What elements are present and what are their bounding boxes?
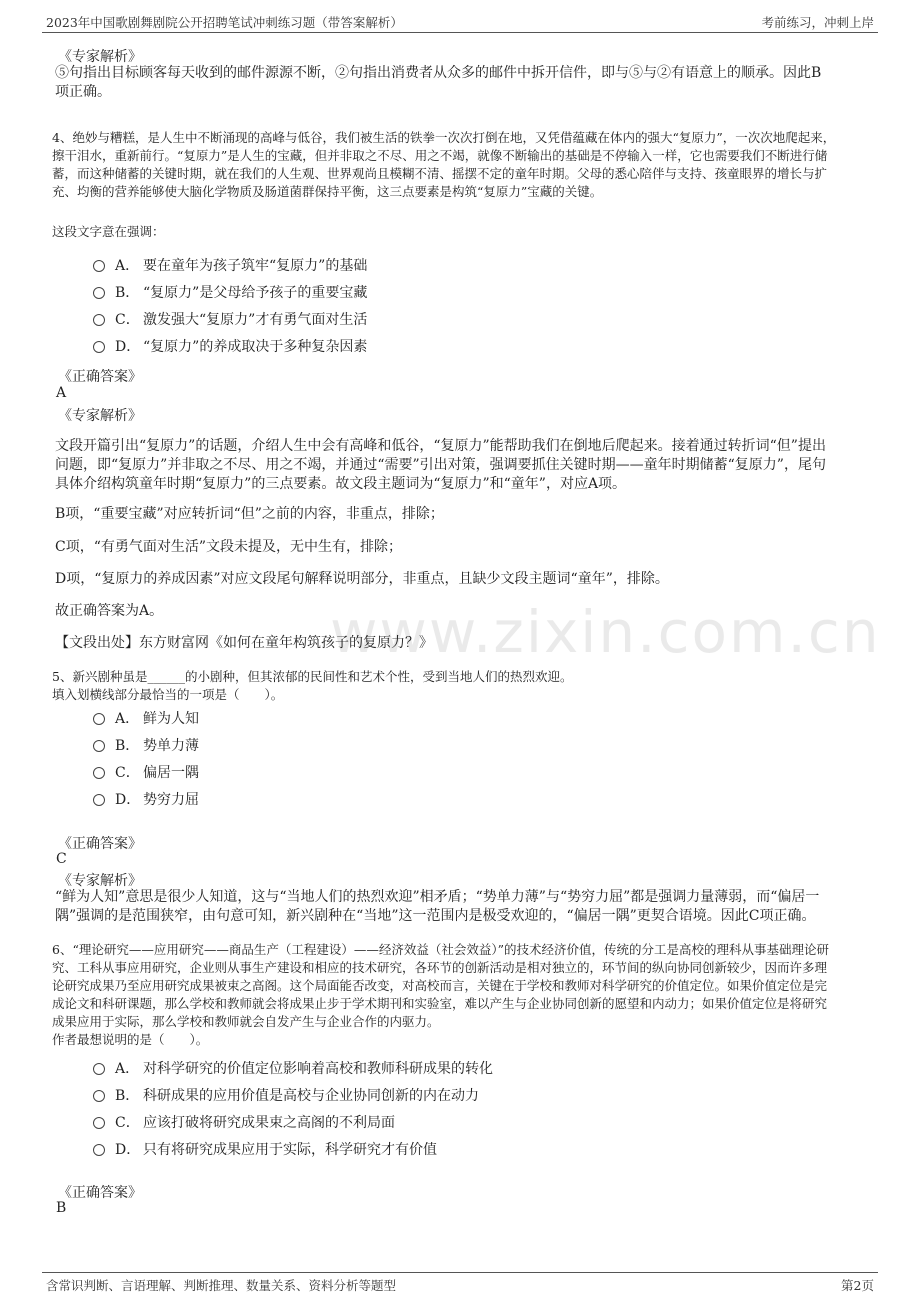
radio-button[interactable] — [93, 1144, 105, 1156]
radio-button[interactable] — [93, 713, 105, 725]
q5-expert-label: 《专家解析》 — [58, 873, 142, 889]
q6-answer-value: B — [56, 1200, 67, 1216]
q5-option-c[interactable] — [93, 763, 393, 783]
q6-option-c[interactable] — [93, 1113, 693, 1133]
stem-line: 填入划横线部分最恰当的一项是（ ）。 — [52, 687, 284, 702]
option-text: 鲜为人知 — [143, 711, 199, 727]
question-5-stem — [52, 668, 572, 704]
q6-option-a[interactable] — [93, 1059, 693, 1079]
option-letter: C． — [115, 1115, 140, 1131]
option-letter: D． — [115, 792, 141, 808]
q4-option-b[interactable] — [93, 283, 593, 303]
option-letter: C． — [115, 312, 140, 328]
analysis-line: 项正确。 — [55, 84, 111, 100]
stem-line: 论研究成果乃至应用研究成果被束之高阁。这个局面能否改变，对高校而言，关键在于学校和教师对科学研究的价值定位。如果价值定位是完 — [52, 978, 828, 993]
q6-answer-label: 《正确答案》 — [58, 1185, 142, 1201]
q4-answer-value: A — [56, 385, 67, 401]
option-text: 偏居一隅 — [143, 765, 199, 781]
q6-option-b[interactable] — [93, 1086, 693, 1106]
stem-line: 蓄，而这种储蓄的关键时期，就在我们的人生观、世界观尚且模糊不清、摇摆不定的童年时期。父母的悉心陪伴与支持、孩童眼界的增长与扩 — [52, 166, 828, 181]
question-4-stem — [52, 129, 835, 201]
stem-line: 6、“理论研究——应用研究——商品生产（工程建设）——经济效益（社会效益）”的技术经济价值，传统的分工是高校的理科从事基础理论研 — [52, 942, 829, 957]
q4-option-c[interactable] — [93, 310, 593, 330]
watermark: www.zixin.com.cn — [330, 598, 881, 666]
prev-expert-label: 《专家解析》 — [58, 49, 142, 65]
q5-analysis — [55, 888, 875, 926]
option-letter: B． — [115, 738, 140, 754]
radio-button[interactable] — [93, 341, 105, 353]
radio-button[interactable] — [93, 1063, 105, 1075]
radio-button[interactable] — [93, 1117, 105, 1129]
q4-analysis-c: C项，“有勇气面对生活”文段未提及，无中生有，排除； — [55, 539, 403, 555]
option-letter: B． — [115, 285, 140, 301]
q4-analysis-conclusion: 故正确答案为A。 — [55, 603, 164, 619]
option-letter: A． — [115, 258, 140, 274]
option-text: 对科学研究的价值定位影响着高校和教师科研成果的转化 — [143, 1061, 493, 1077]
stem-line: 成论文和科研课题，那么学校和教师就会将成果止步于学术期刊和实验室，难以产生与企业协同创新的愿望和内动力；如果价值定位是将研究 — [52, 996, 828, 1011]
q6-option-d[interactable] — [93, 1140, 693, 1160]
radio-button[interactable] — [93, 794, 105, 806]
footer-description: 含常识判断、言语理解、判断推理、数量关系、资料分析等题型 — [46, 1278, 397, 1293]
option-letter: A． — [115, 1061, 140, 1077]
q4-source: 【文段出处】东方财富网《如何在童年构筑孩子的复原力？》 — [55, 635, 433, 651]
q4-analysis-b: B项，“重要宝藏”对应转折词“但”之前的内容，非重点，排除； — [55, 506, 444, 522]
q4-analysis-d: D项，“复原力的养成因素”对应文段尾句解释说明部分，非重点，且缺少文段主题词“童年”，排除。 — [55, 571, 669, 587]
stem-line: 擦干泪水，重新前行。“复原力”是人生的宝藏，但并非取之不尽、用之不竭，就像不断输出的基础是不停输入一样，它也需要我们不断进行储 — [52, 148, 828, 163]
radio-button[interactable] — [93, 314, 105, 326]
option-text: “复原力”的养成取决于多种复杂因素 — [143, 339, 368, 355]
option-letter: C． — [115, 765, 140, 781]
stem-line: 究、工科从事应用研究，企业则从事生产建设和相应的技术研究，各环节的创新活动是相对独立的，环节间的纵向协同创新较少，因而许多理 — [52, 960, 828, 975]
radio-button[interactable] — [93, 767, 105, 779]
option-text: 科研成果的应用价值是高校与企业协同创新的内在动力 — [143, 1088, 479, 1104]
q4-answer-label: 《正确答案》 — [58, 369, 142, 385]
q4-option-a[interactable] — [93, 256, 593, 276]
document-title: 2023年中国歌剧舞剧院公开招聘笔试冲刺练习题（带答案解析） — [46, 15, 403, 30]
question-6-stem — [52, 941, 829, 1049]
stem-line: 4、绝妙与糟糕，是人生中不断涌现的高峰与低谷，我们被生活的铁拳一次次打倒在地，又凭借蕴藏在体内的强大“复原力”，一次次地爬起来， — [52, 130, 836, 145]
page-header — [42, 10, 878, 33]
stem-line: 成果应用于实际，那么学校和教师就会自发产生与企业合作的内驱力。 — [52, 1014, 440, 1029]
option-text: 势穷力屈 — [143, 792, 199, 808]
q5-option-b[interactable] — [93, 736, 393, 756]
q5-option-d[interactable] — [93, 790, 393, 810]
option-text: 激发强大“复原力”才有勇气面对生活 — [143, 312, 368, 328]
analysis-line: ⑤句指出目标顾客每天收到的邮件源源不断，②句指出消费者从众多的邮件中拆开信件，即与⑤与②有语意上的顺承。因此B — [55, 65, 822, 81]
option-text: “复原力”是父母给予孩子的重要宝藏 — [143, 285, 368, 301]
option-text: 应该打破将研究成果束之高阁的不利局面 — [143, 1115, 395, 1131]
stem-line: 充、均衡的营养能够使大脑化学物质及肠道菌群保持平衡，这三点要素是构筑“复原力”宝藏的关键。 — [52, 184, 603, 199]
header-slogan: 考前练习，冲刺上岸 — [761, 15, 874, 30]
q4-analysis-p1 — [55, 437, 875, 494]
question-4-prompt: 这段文字意在强调： — [52, 224, 165, 239]
analysis-line: “鲜为人知”意思是很少人知道，这与“当地人们的热烈欢迎”相矛盾；“势单力薄”与“势穷力屈”都是强调力量薄弱，而“偏居一 — [55, 889, 820, 905]
radio-button[interactable] — [93, 740, 105, 752]
option-letter: B． — [115, 1088, 140, 1104]
option-text: 势单力薄 — [143, 738, 199, 754]
page-footer — [42, 1272, 878, 1295]
analysis-line: 文段开篇引出“复原力”的话题，介绍人生中会有高峰和低谷，“复原力”能帮助我们在倒地后爬起来。接着通过转折词“但”提出 — [55, 438, 826, 454]
q5-answer-label: 《正确答案》 — [58, 836, 142, 852]
q4-option-d[interactable] — [93, 337, 593, 357]
option-letter: A． — [115, 711, 140, 727]
q5-option-a[interactable] — [93, 709, 393, 729]
option-letter: D． — [115, 339, 141, 355]
radio-button[interactable] — [93, 287, 105, 299]
analysis-line: 问题，即“复原力”并非取之不尽、用之不竭，并通过“需要”引出对策，强调要抓住关键时期——童年时期储蓄“复原力”，尾句 — [55, 457, 826, 473]
stem-line: 作者最想说明的是（ ）。 — [52, 1032, 209, 1047]
radio-button[interactable] — [93, 1090, 105, 1102]
option-text: 只有将研究成果应用于实际，科学研究才有价值 — [143, 1142, 437, 1158]
prev-analysis — [55, 64, 821, 102]
option-text: 要在童年为孩子筑牢“复原力”的基础 — [143, 258, 368, 274]
radio-button[interactable] — [93, 260, 105, 272]
analysis-line: 隅”强调的是范围狭窄，由句意可知，新兴剧种在“当地”这一范围内是极受欢迎的，“偏居一隅”更契合语境。因此C项正确。 — [55, 908, 816, 924]
option-letter: D． — [115, 1142, 141, 1158]
q5-answer-value: C — [56, 851, 67, 867]
stem-line: 5、新兴剧种虽是______的小剧种，但其浓郁的民间性和艺术个性，受到当地人们的热烈欢迎。 — [52, 669, 573, 684]
q4-expert-label: 《专家解析》 — [58, 408, 142, 424]
page-number: 第2页 — [841, 1278, 874, 1293]
analysis-line: 具体介绍构筑童年时期“复原力”的三点要素。故文段主题词为“复原力”和“童年”，对应A项。 — [55, 476, 627, 492]
